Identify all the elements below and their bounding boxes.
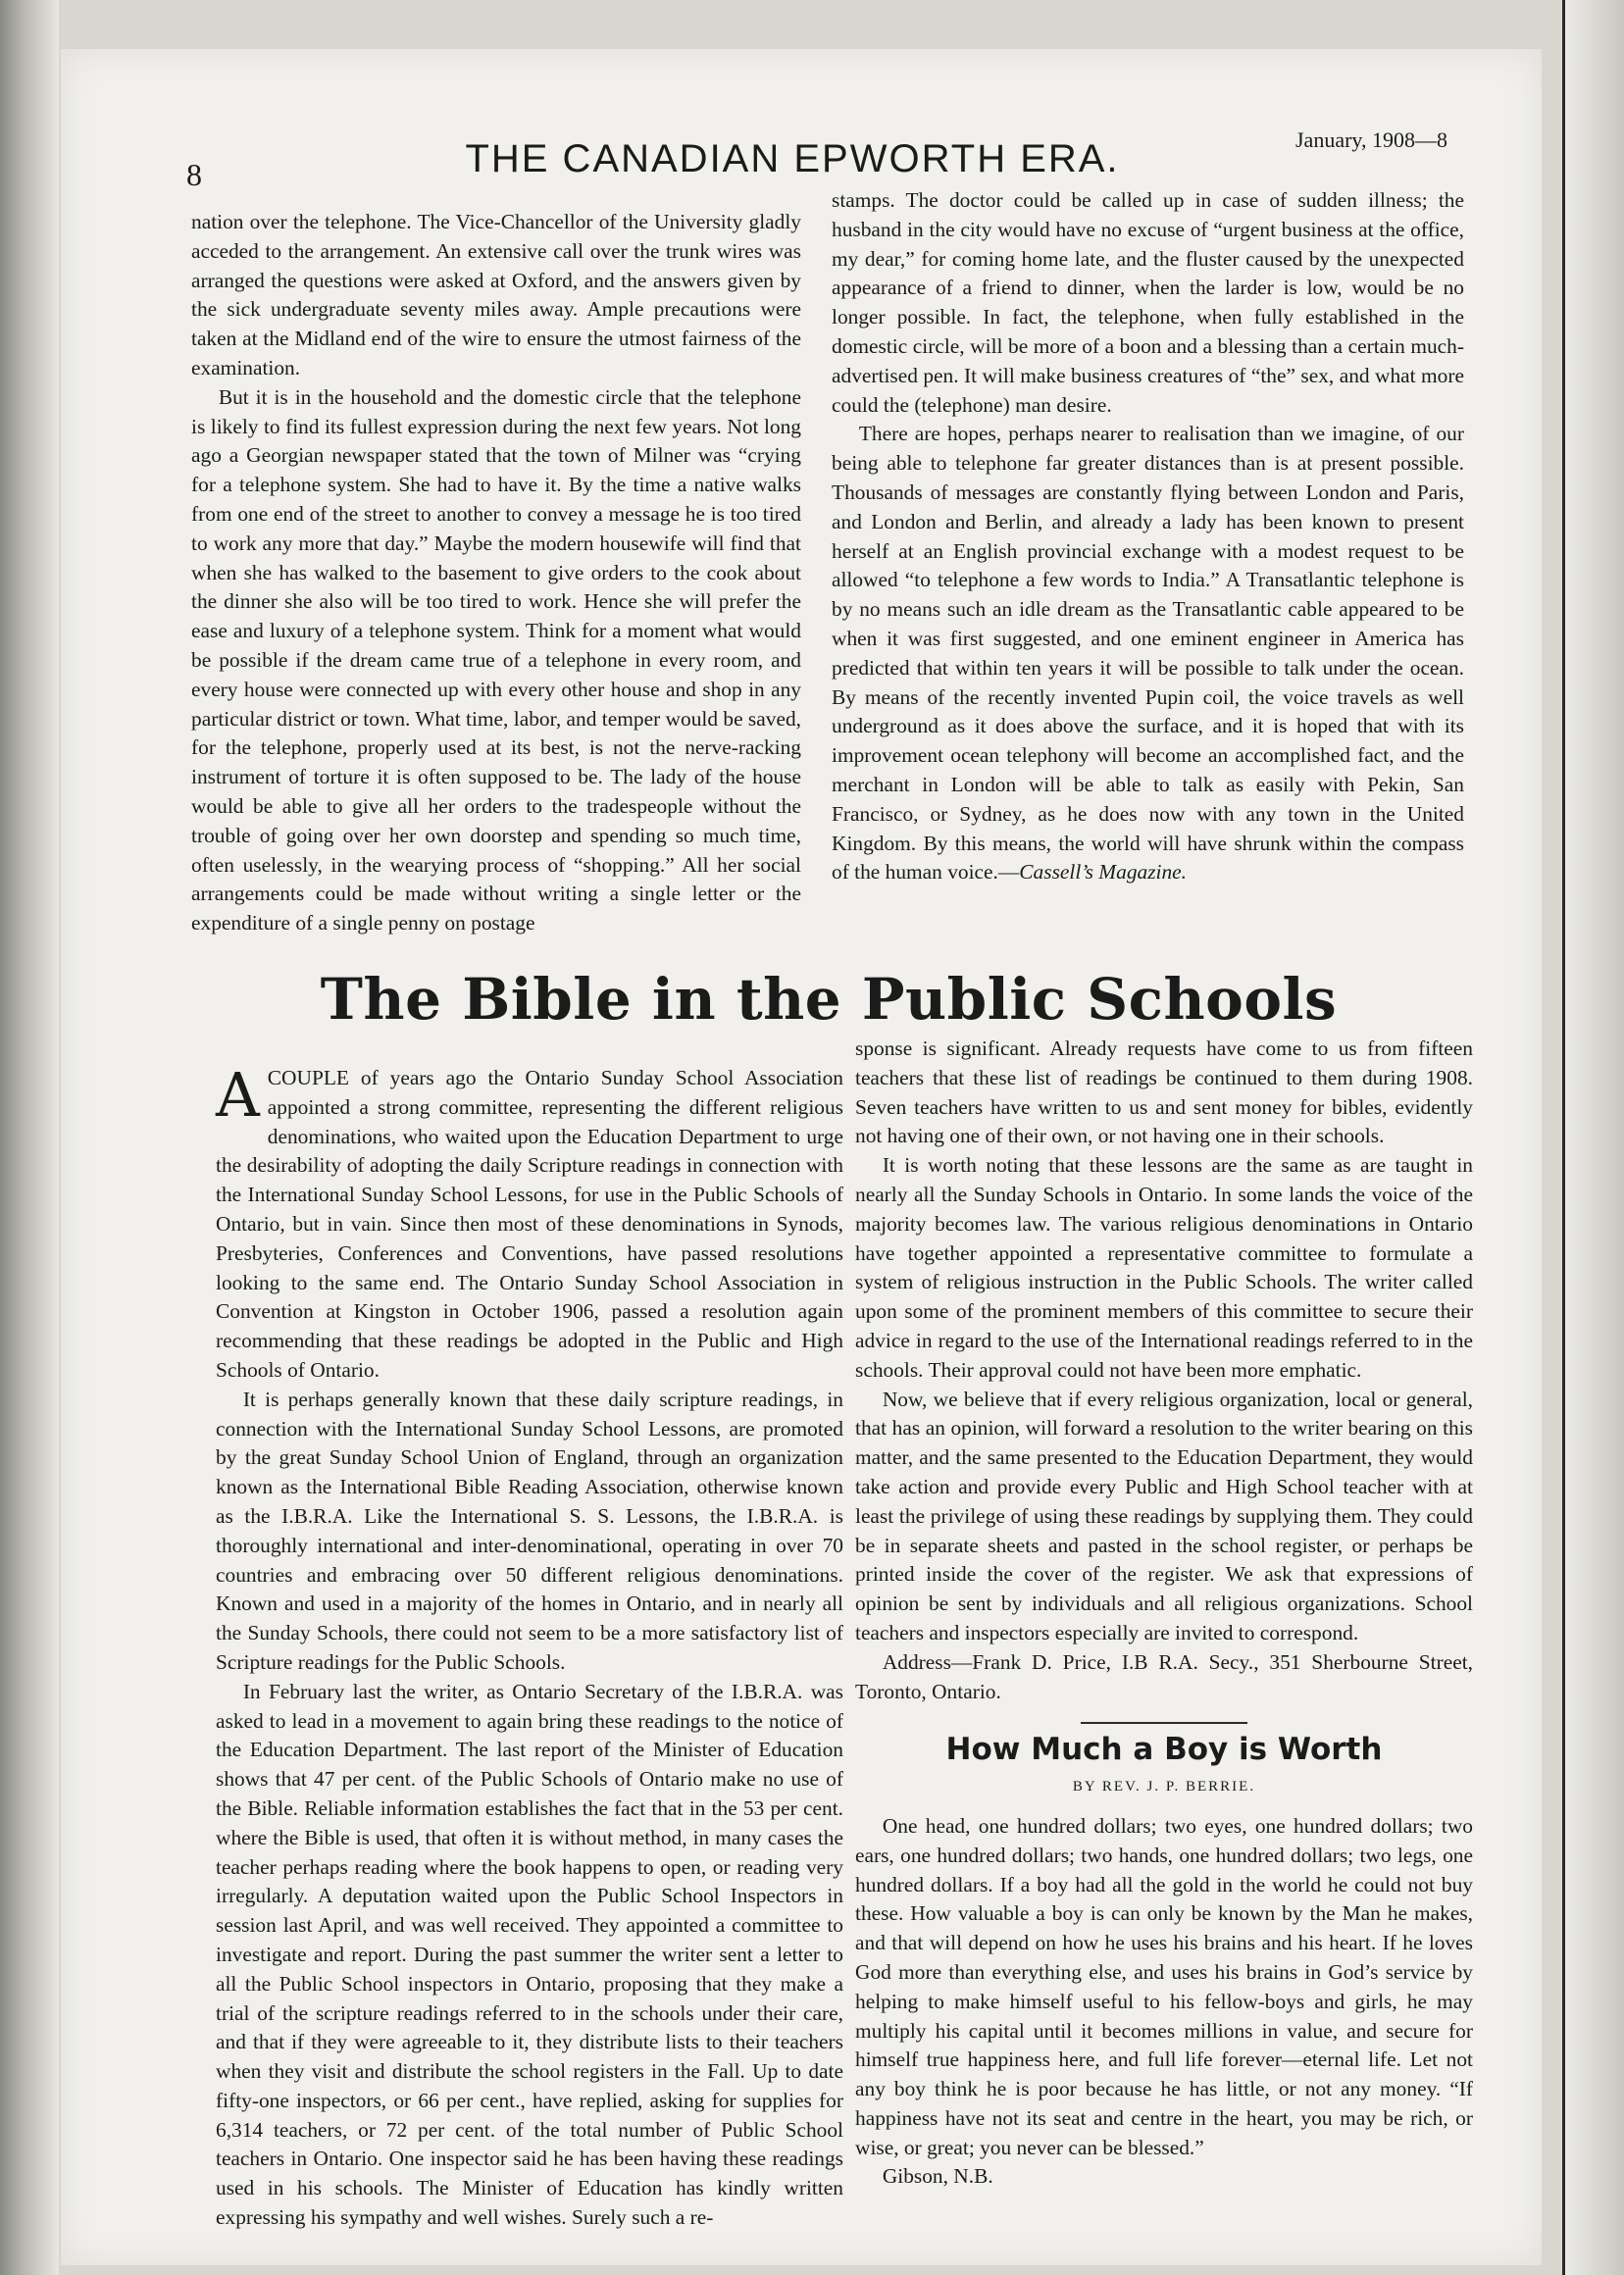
paragraph: It is worth noting that these lessons are the same as are taught in nearly all the Sunday Schools in Ontario. In some lands the voice of the majority becomes law. The various religious denominations in Ontario have together appointed a representative committee to formulate a system of religious instruction in the Public Schools. The writer called upon some of the prominent members of this committee to secure their advice in regard to the use of the International readings referred to in the schools. Their approval could not have been more emphatic. [855, 1153, 1473, 1382]
article-source: Cassell’s Magazine. [1019, 860, 1188, 885]
contact-address: Address—Frank D. Price, I.B R.A. Secy., 351 Sherbourne Street, Toronto, Ontario. [855, 1649, 1473, 1703]
paragraph: One head, one hundred dollars; two eyes, one hundred dollars; two ears, one hundred dollars; two hands, one hundred dollars; two legs, one hundred dollars. If a boy had all the gold in the world he could not buy these. How valuable a boy is can only be known by the Man he makes, and that will depend on how he uses his brains and his heart. If he loves God more than everything else, and uses his brains in God’s service by helping to make himself useful to his fellow-boys and girls, he may multiply his capital until it becomes millions in value, and secure for himself true happiness here, and full life forever—eternal life. Let not any boy think he is poor because he has little, or not any money. “If happiness have not its seat and centre in the heart, you may be rich, or wise, or great; you never can be blessed.” [855, 1813, 1473, 2159]
paragraph: stamps. The doctor could be called up in case of sudden illness; the husband in the city would have no excuse of “urgent business at the office, my dear,” for coming home late, and the fluster caused by the unexpected appearance of a friend to dinner, when the larder is low, would be no longer possible. In fact, the telephone, when fully established in the domestic circle, will be more of a boon and a blessing than a certain much-advertised pen. It will make business creatures of “the” sex, and what more could the (telephone) man desire. [832, 188, 1464, 417]
bible-article-column-2 [855, 1035, 1473, 2192]
paragraph: But it is in the household and the domestic circle that the telephone is likely to find its fullest expression during the next few years. Not long ago a Georgian newspaper stated that the town of Milner was “crying for a telephone system. She had to have it. By the time a native walks from one end of the street to another to convey a message he is too tired to work any more that day.” Maybe the modern housewife will find that when she has walked to the basement to give orders to the cook about the dinner she also will be too tired to work. Hence she will prefer the ease and luxury of a telephone system. Think for a moment what would be possible if the dream came true of a telephone in every room, and every house were connected up with every other house and shop in any particular district or town. What time, labor, and temper would be saved, for the telephone, properly used at its best, is not the nerve-racking instrument of torture it is often supposed to be. The lady of the house would be able to give all her orders to the tradespeople without the trouble of going over her own doorstep and spending so much time, often uselessly, in the wearying process of “shopping.” All her social arrangements could be made without writing a single letter or the expenditure of a single penny on postage [191, 384, 801, 935]
issue-date: January, 1908—8 [1295, 127, 1447, 152]
paragraph [832, 420, 1464, 887]
page-header [126, 127, 1459, 192]
drop-cap: A [216, 1059, 260, 1131]
paragraph: Now, we believe that if every religious organization, local or general, that has an opinion, will forward a resolution to the writer bearing on this matter, and the same presented to the Education Department, they would take action and provide every Public and High School teacher with at least the privilege of using these readings by supplying them. They could be in separate sheets and pasted in the school register, or perhaps be printed inside the cover of the register. We ask that expressions of opinion be sent by individuals and all religious organizations. School teachers and inspectors especially are invited to correspond. [855, 1387, 1473, 1644]
lead-text: of years ago the Ontario Sunday School Association appointed a strong committee, representing the different religious denominations, who waited upon the Education Department to urge the desirability of adopting the daily Scripture readings in connection with the International Sunday School Lessons, for use in the Public Schools of Ontario, but in vain. Since then most of these denominations in Synods, Presbyteries, Conferences and Conventions, have passed resolutions looking to the same end. The Ontario Sunday School Association in Convention at Kingston in October 1906, passed a resolution again recommending that these readings be adopted in the Public and High Schools of Ontario. [216, 1066, 843, 1382]
page-binding-shadow [0, 0, 59, 2275]
bible-article-column-1 [216, 1059, 843, 2233]
facing-page-edge [1562, 0, 1624, 2275]
telephone-article-column-1 [191, 208, 801, 938]
signoff: Gibson, N.B. [882, 2164, 993, 2189]
section-divider [1081, 1722, 1247, 1724]
paragraph: nation over the telephone. The Vice-Chancellor of the University gladly acceded to the arrangement. An extensive call over the trunk wires was arranged the questions were asked at Oxford, and the answers given by the sick undergraduate seventy miles away. Ample precautions were taken at the Midland end of the wire to ensure the utmost fairness of the examination. [191, 210, 801, 379]
lead-word: COUPLE [267, 1066, 349, 1089]
article-headline: How Much a Boy is Worth [945, 1732, 1383, 1768]
telephone-article-column-2 [832, 186, 1464, 887]
paragraph: It is perhaps generally known that these daily scripture readings, in connection with the International Sunday School Lessons, are promoted by the great Sunday School Union of England, through an organization known as the International Bible Reading Association, otherwise known as the I.B.R.A. Like the International S. S. Lessons, the I.B.R.A. is thoroughly international and inter-denominational, operating in over 70 countries and embracing over 50 different religious denominations. Known and used in a majority of the homes in Ontario, and in nearly all the Sunday Schools, there could not seem to be a more satisfactory list of Scripture readings for the Public Schools. [216, 1387, 843, 1674]
lead-paragraph [216, 1059, 843, 1386]
article-headline: The Bible in the Public Schools [320, 966, 1338, 1033]
masthead: THE CANADIAN EPWORTH ERA. [465, 137, 1120, 180]
paragraph: sponse is significant. Already requests have come to us from fifteen teachers that these list of readings be continued to them during 1908. Seven teachers have written to us and sent money for bibles, evidently not having one of their own, or not having one in their schools. [855, 1036, 1473, 1148]
page-number: 8 [186, 157, 202, 192]
byline: BY REV. J. P. BERRIE. [1072, 1779, 1256, 1795]
paragraph: In February last the writer, as Ontario Secretary of the I.B.R.A. was asked to lead in a movement to again bring these readings to the notice of the Education Department. The last report of the Minister of Education shows that 47 per cent. of the Public Schools of Ontario make no use of the Bible. Reliable information establishes the fact that in the 53 per cent. where the Bible is used, that often it is without method, in many cases the teacher perhaps reading where the book happens to open, or reading very irregularly. A deputation waited upon the Public School Inspectors in session last April, and was well received. They appointed a committee to investigate and report. During the past summer the writer sent a letter to all the Public School inspectors in Ontario, proposing that they make a trial of the scripture readings referred to in the schools under their care, and that if they were agreeable to it, they distribute lists to their teachers when they visit and distribute the school registers in the Fall. Up to date fifty-one inspectors, or 66 per cent., have replied, asking for supplies for 6,314 teachers, or 72 per cent. of the total number of Public School teachers in Ontario. One inspector said he has been having these readings used in his schools. The Minister of Education has kindly written expressing his sympathy and well wishes. Surely such a re- [216, 1679, 843, 2230]
paragraph-text: There are hopes, perhaps nearer to realisation than we imagine, of our being able to telephone far greater distances than is at present possible. Thousands of messages are constantly flying between London and Paris, and London and Berlin, and already a lady has been known to present herself at an English provincial exchange with a modest request to be allowed “to telephone a few words to India.” A Transatlantic telephone is by no means such an idle dream as the Transatlantic cable appeared to be when it was first suggested, and one eminent engineer in America has predicted that within ten years it will be possible to talk under the ocean. By means of the recently invented Pupin coil, the voice travels as well underground as it does above the surface, and it is hoped that with its improvement ocean telephony will become an accomplished fact, and the merchant in London will be able to talk as easily with Pekin, San Francisco, or Sydney, as he does now with any town in the United Kingdom. By this means, the world will have shrunk within the compass of the human voice.— [832, 422, 1464, 885]
